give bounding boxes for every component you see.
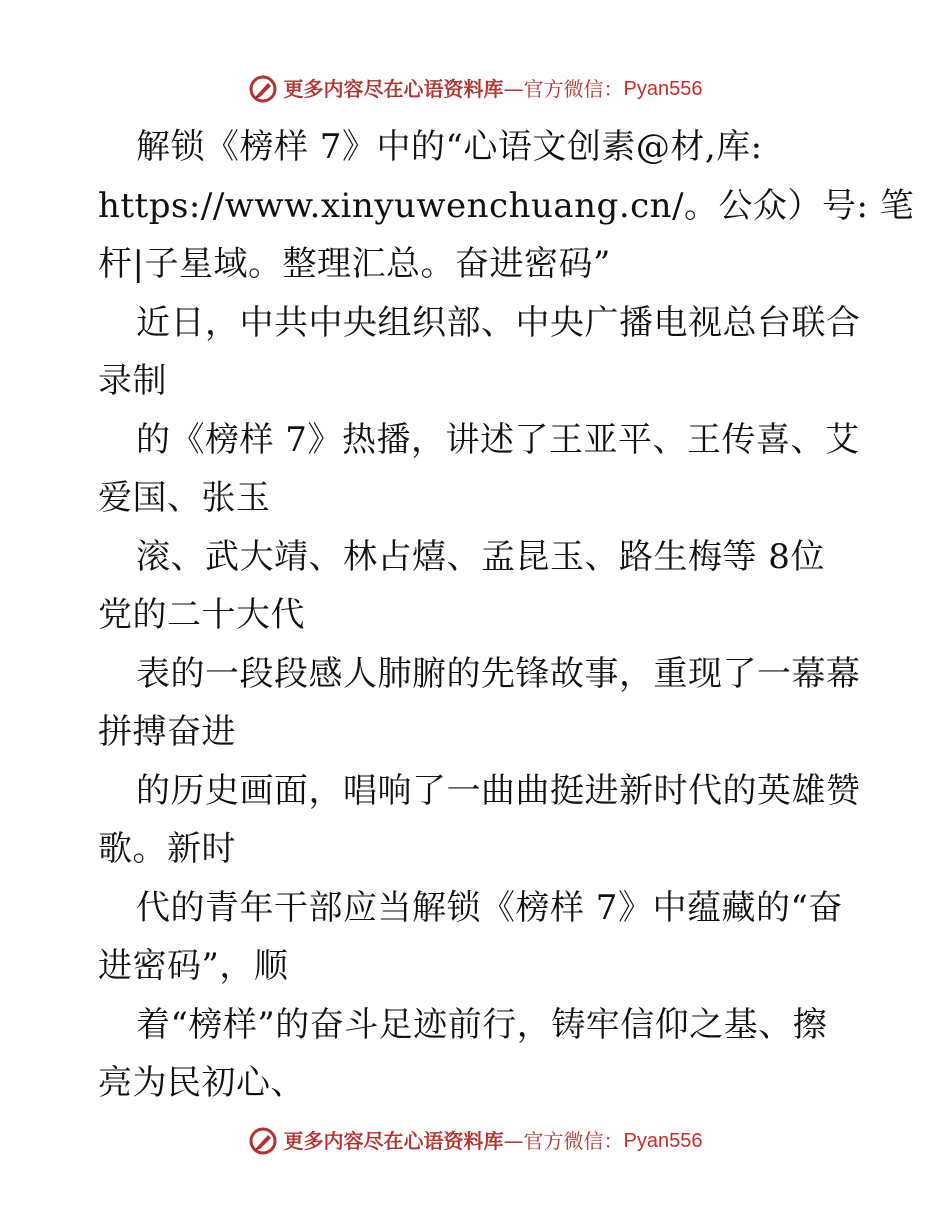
banner-main-text: 更多内容尽在心语资料库 [283,77,504,101]
text-line: 进密码”，顺 [98,946,289,986]
text-line: 表的一段段感人肺腑的先锋故事，重现了一幕幕 [136,653,861,694]
text-line: 拼搏奋进 [98,712,236,752]
text-line: 近日，中共中央组织部、中央广播电视总台联合 [136,302,861,343]
text-line: 录制 [98,361,167,401]
banner-dash: — [503,1129,524,1153]
banner-wechat-account: Pyan556 [623,1130,703,1152]
banner-dash: — [503,77,524,101]
text-line: 着“榜样”的奋斗足迹前行，铸牢信仰之基、擦 [136,1004,828,1045]
text-line: 爱国、张玉 [98,478,271,518]
text-line: 的历史画面，唱响了一曲曲挺进新时代的英雄赞 [136,770,861,811]
pen-logo-icon [248,74,278,104]
text-line: 的《榜样 7》热播，讲述了王亚平、王传喜、艾 [136,419,860,460]
header-banner [0,74,950,104]
text-line: 解锁《榜样 7》中的“心语文创素@材,库: [136,127,763,167]
text-line: 亮为民初心、 [98,1063,305,1103]
text-line: https://www.xinyuwenchuang.cn/。公众）号: 笔 [98,185,915,226]
banner-wechat-label: 官方微信： [523,1129,624,1153]
banner-main-text: 更多内容尽在心语资料库 [283,1129,504,1153]
text-line: 歌。新时 [98,829,236,869]
text-line: 杆|子星域。整理汇总。奋进密码” [98,244,611,284]
text-line: 代的青年干部应当解锁《榜样 7》中蕴藏的“奋 [136,887,843,928]
text-line: 滚、武大靖、林占熺、孟昆玉、路生梅等 8位 [136,536,825,577]
footer-banner [0,1126,950,1156]
banner-wechat-account: Pyan556 [623,78,703,100]
text-line: 党的二十大代 [98,595,305,635]
pen-logo-icon [248,1126,278,1156]
document-body [98,118,915,1113]
banner-wechat-label: 官方微信： [523,77,624,101]
